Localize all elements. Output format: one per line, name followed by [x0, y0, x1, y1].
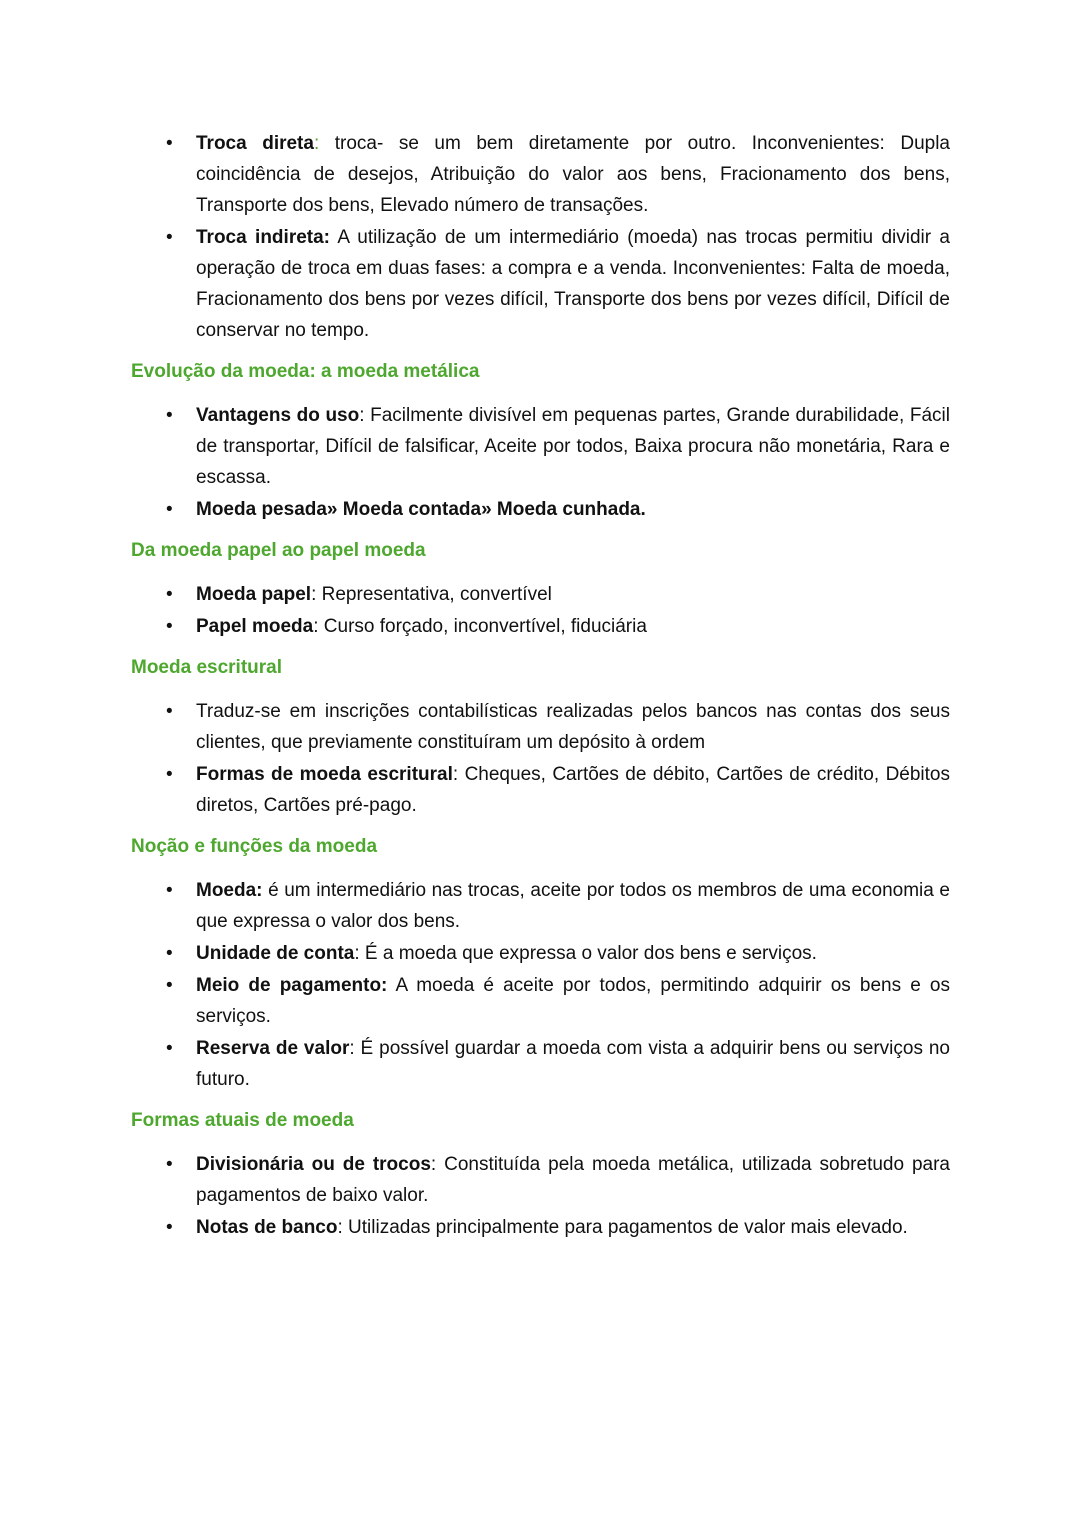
list-item [131, 128, 950, 221]
bullet-icon: • [166, 227, 173, 248]
item-text: Traduz-se em inscrições contabilísticas realizadas pelos bancos nas contas dos seus clientes, que previamente constituíram um depósito à ordem [196, 701, 950, 753]
section-bullet-list [131, 400, 950, 525]
bullet-icon: • [166, 701, 173, 722]
section-bullet-list [131, 696, 950, 821]
item-text: A moeda é aceite por todos, permitindo adquirir os bens e os serviços. [196, 975, 950, 1027]
bullet-icon: • [166, 405, 173, 426]
term-label: Unidade de conta [196, 943, 355, 964]
document-page [131, 128, 950, 1244]
section-heading: Da moeda papel ao papel moeda [131, 540, 426, 561]
list-item [131, 759, 950, 821]
list-item [131, 938, 950, 969]
item-text: : Cheques, Cartões de débito, Cartões de crédito, Débitos diretos, Cartões pré-pago. [196, 764, 950, 816]
list-item [131, 222, 950, 346]
term-label: Meio de pagamento: [196, 975, 388, 996]
term-label: Notas de banco [196, 1217, 338, 1238]
term-separator: : [313, 133, 320, 154]
list-item [131, 611, 950, 642]
item-text: : Curso forçado, inconvertível, fiduciária [313, 616, 647, 637]
term-label: Troca direta [196, 133, 314, 154]
bullet-icon: • [166, 1217, 173, 1238]
list-item [131, 875, 950, 937]
intro-bullet-list [131, 128, 950, 346]
term-label: Formas de moeda escritural [196, 764, 453, 785]
term-label: Moeda papel [196, 584, 312, 605]
term-label: Divisionária ou de trocos [196, 1154, 431, 1175]
list-item [131, 1212, 950, 1243]
section-heading: Noção e funções da moeda [131, 836, 378, 857]
list-item [131, 579, 950, 610]
bullet-icon: • [166, 943, 173, 964]
term-label: Moeda: [196, 880, 263, 901]
section-bullet-list [131, 1149, 950, 1243]
section-heading: Formas atuais de moeda [131, 1110, 354, 1131]
term-label: Moeda pesada» Moeda contada» Moeda cunhada. [196, 499, 646, 520]
bullet-icon: • [166, 584, 173, 605]
bullet-icon: • [166, 975, 173, 996]
list-item [131, 970, 950, 1032]
list-item [131, 696, 950, 758]
item-text: é um intermediário nas trocas, aceite por todos os membros de uma economia e que expressa o valor dos bens. [196, 880, 950, 932]
item-text: troca- se um bem diretamente por outro. Inconvenientes: Dupla coincidência de desejos, Atribuição do valor aos bens, Fracionamento dos bens, Transporte dos bens, Elevado número de transações. [196, 133, 950, 216]
item-text: : Utilizadas principalmente para pagamentos de valor mais elevado. [337, 1217, 908, 1238]
bullet-icon: • [166, 880, 173, 901]
bullet-icon: • [166, 764, 173, 785]
section-bullet-list [131, 579, 950, 642]
item-text: : É possível guardar a moeda com vista a adquirir bens ou serviços no futuro. [196, 1038, 950, 1090]
list-item [131, 1149, 950, 1211]
list-item [131, 400, 950, 493]
item-text: : Representativa, convertível [311, 584, 552, 605]
term-label: Troca indireta: [196, 227, 331, 248]
bullet-icon: • [166, 1154, 173, 1175]
section-heading: Moeda escritural [131, 657, 282, 678]
item-text: A utilização de um intermediário (moeda) nas trocas permitiu dividir a operação de troca em duas fases: a compra e a venda. Inconvenientes: Falta de moeda, Fracionamento dos bens por vezes difícil, Transporte dos bens por vezes difícil, Difícil de conservar no tempo. [196, 227, 950, 341]
section-heading: Evolução da moeda: a moeda metálica [131, 361, 480, 382]
item-text: : Facilmente divisível em pequenas partes, Grande durabilidade, Fácil de transportar, Difícil de falsificar, Aceite por todos, Baixa procura não monetária, Rara e escassa. [196, 405, 950, 488]
term-label: Reserva de valor [196, 1038, 350, 1059]
item-text: : É a moeda que expressa o valor dos bens e serviços. [354, 943, 817, 964]
term-label: Vantagens do uso [196, 405, 360, 426]
section-bullet-list [131, 875, 950, 1095]
item-text: : Constituída pela moeda metálica, utilizada sobretudo para pagamentos de baixo valor. [196, 1154, 950, 1206]
bullet-icon: • [166, 133, 173, 154]
list-item [131, 1033, 950, 1095]
term-label: Papel moeda [196, 616, 314, 637]
list-item [131, 494, 950, 525]
bullet-icon: • [166, 1038, 173, 1059]
bullet-icon: • [166, 499, 173, 520]
bullet-icon: • [166, 616, 173, 637]
